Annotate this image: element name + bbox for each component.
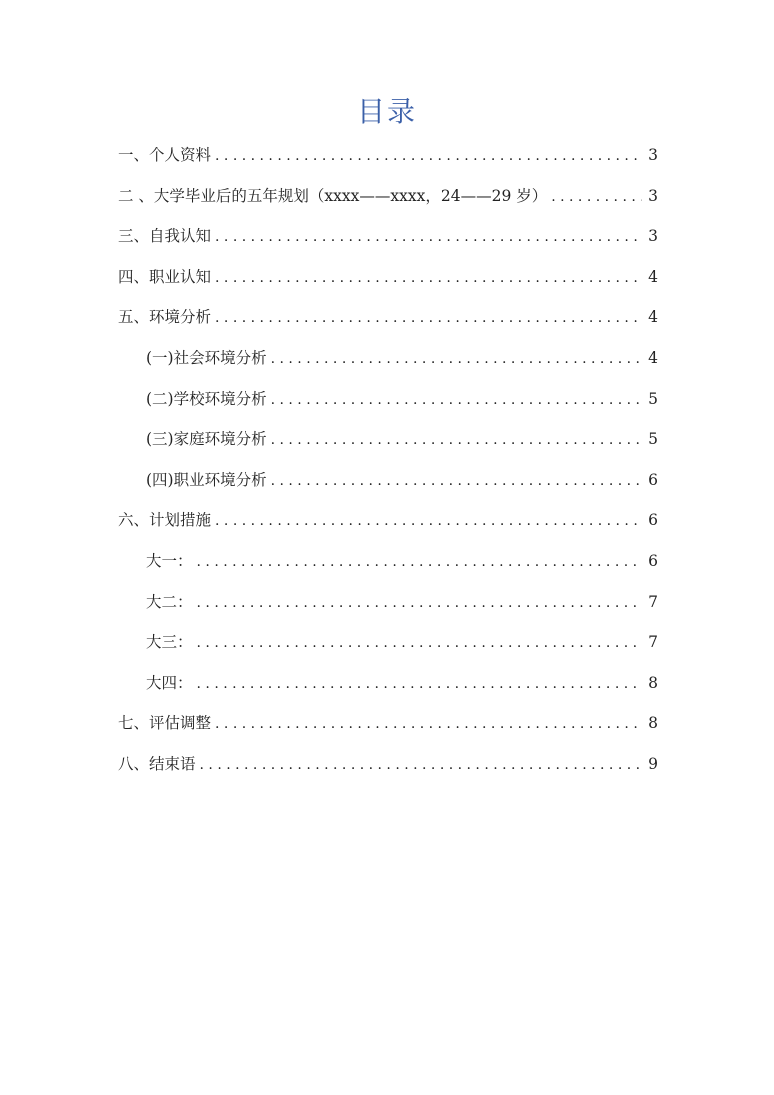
- toc-entry-career-environment[interactable]: [118, 460, 658, 501]
- toc-page-number: 7: [648, 592, 658, 611]
- dot-leader: [215, 217, 642, 258]
- dot-leader: [215, 136, 642, 177]
- toc-entry-text: 大二：: [146, 592, 193, 611]
- dot-leader: [200, 745, 642, 786]
- toc-entry-text: 六、计划措施: [118, 511, 212, 530]
- toc-entry-text: (二)学校环境分析: [146, 389, 267, 408]
- dot-leader: [215, 258, 642, 299]
- toc-page-number: 4: [648, 267, 658, 286]
- table-of-contents: [118, 135, 658, 785]
- toc-entry-text: (三)家庭环境分析: [146, 430, 267, 449]
- toc-page-number: 4: [648, 308, 658, 327]
- toc-title: 目录: [356, 95, 417, 128]
- toc-entry-text: 二 、大学毕业后的五年规划（xxxx——xxxx，24——29 岁）: [118, 186, 548, 205]
- toc-entry-text: 八、结束语: [118, 754, 196, 773]
- toc-entry-text: 五、环境分析: [118, 308, 212, 327]
- dot-leader: [271, 339, 642, 380]
- dot-leader: [215, 298, 642, 339]
- toc-page-number: 9: [648, 754, 658, 773]
- toc-entry-freshman[interactable]: [118, 541, 658, 582]
- toc-page-number: 3: [648, 186, 658, 205]
- toc-entry-text: 四、职业认知: [118, 267, 212, 286]
- toc-page-number: 8: [648, 714, 658, 733]
- toc-page-number: 4: [648, 348, 658, 367]
- toc-entry-conclusion[interactable]: [118, 744, 658, 785]
- toc-entry-sophomore[interactable]: [118, 582, 658, 623]
- toc-page-number: 8: [648, 673, 658, 692]
- dot-leader: [197, 623, 642, 664]
- toc-entry-text: 三、自我认知: [118, 227, 212, 246]
- toc-entry-text: (四)职业环境分析: [146, 470, 267, 489]
- toc-entry-text: 七、评估调整: [118, 714, 212, 733]
- dot-leader: [215, 704, 642, 745]
- dot-leader: [271, 461, 642, 502]
- toc-entry-social-environment[interactable]: [118, 338, 658, 379]
- dot-leader: [215, 501, 642, 542]
- dot-leader: [551, 177, 642, 218]
- toc-entry-environment-analysis[interactable]: [118, 297, 658, 338]
- toc-page-number: 5: [648, 389, 658, 408]
- toc-entry-text: 大三：: [146, 633, 193, 652]
- toc-entry-text: 大一：: [146, 551, 193, 570]
- toc-page-number: 3: [648, 227, 658, 246]
- toc-page-number: 6: [648, 551, 658, 570]
- toc-entry-evaluation-adjustment[interactable]: [118, 703, 658, 744]
- toc-page-number: 6: [648, 470, 658, 489]
- dot-leader: [197, 542, 642, 583]
- toc-entry-career-awareness[interactable]: [118, 257, 658, 298]
- toc-entry-five-year-plan[interactable]: [118, 176, 658, 217]
- toc-page-number: 5: [648, 430, 658, 449]
- toc-entry-senior[interactable]: [118, 663, 658, 704]
- toc-entry-personal-info[interactable]: [118, 135, 658, 176]
- toc-entry-family-environment[interactable]: [118, 419, 658, 460]
- toc-page-number: 7: [648, 633, 658, 652]
- dot-leader: [271, 420, 642, 461]
- toc-page-number: 3: [648, 146, 658, 164]
- toc-entry-junior[interactable]: [118, 622, 658, 663]
- toc-entry-plan-measures[interactable]: [118, 500, 658, 541]
- toc-page-number: 6: [648, 511, 658, 530]
- dot-leader: [271, 380, 642, 421]
- toc-entry-text: 大四：: [146, 673, 193, 692]
- dot-leader: [197, 583, 642, 624]
- dot-leader: [197, 664, 642, 705]
- toc-entry-self-awareness[interactable]: [118, 216, 658, 257]
- toc-entry-school-environment[interactable]: [118, 379, 658, 420]
- toc-entry-text: (一)社会环境分析: [146, 348, 267, 367]
- toc-entry-text: 一、个人资料: [118, 146, 212, 164]
